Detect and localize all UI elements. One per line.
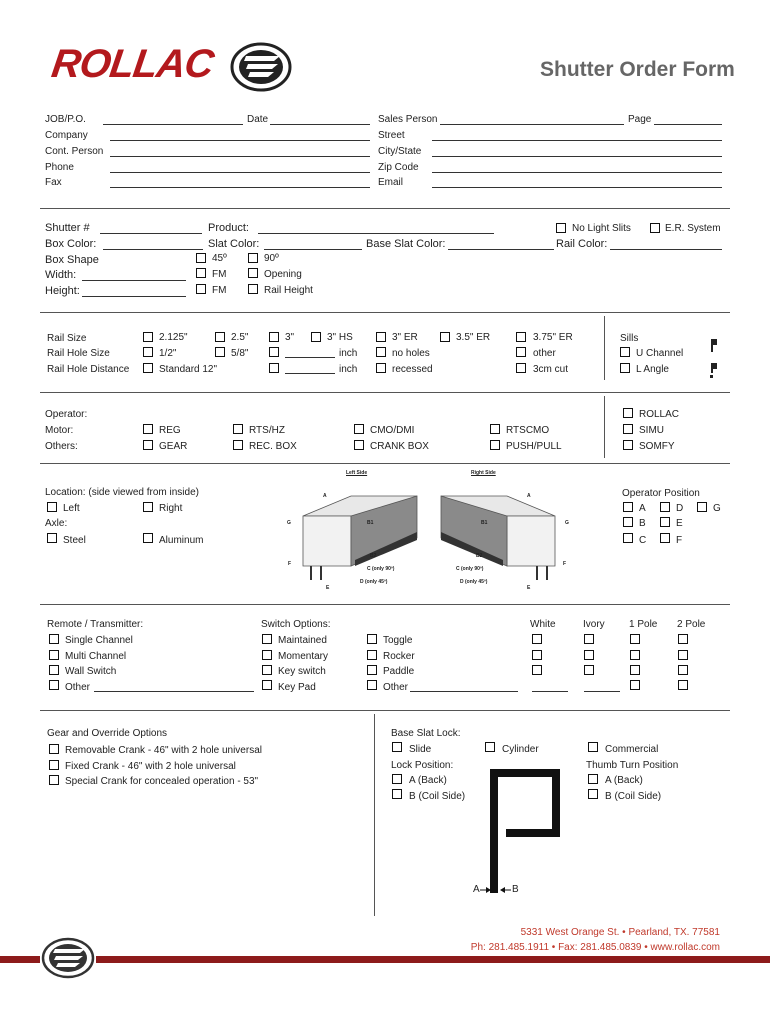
label-white: White <box>530 619 556 630</box>
keypad-checkbox[interactable] <box>262 680 272 690</box>
pole1-checkbox[interactable] <box>630 634 640 644</box>
pole2-checkbox[interactable] <box>678 665 688 675</box>
label-45: 45º <box>212 253 227 264</box>
diag-left-d: D (only 45º) <box>360 579 388 585</box>
label-lock-a: A <box>473 884 480 895</box>
street-field[interactable] <box>432 140 722 141</box>
label-langle: L Angle <box>636 364 669 375</box>
rail-3-checkbox[interactable] <box>269 332 279 342</box>
label-rollac: ROLLAC <box>639 409 680 420</box>
divider <box>374 714 375 916</box>
cmodmi-checkbox[interactable] <box>354 424 364 434</box>
fm-height-checkbox[interactable] <box>196 284 206 294</box>
remote-other-checkbox[interactable] <box>49 680 59 690</box>
opening-checkbox[interactable] <box>248 268 258 278</box>
rail-3er-checkbox[interactable] <box>376 332 386 342</box>
zip-field[interactable] <box>432 172 722 173</box>
label-job: JOB/P.O. <box>45 114 86 125</box>
thumb-bcoil-checkbox[interactable] <box>588 789 598 799</box>
label-product: Product: <box>208 222 249 234</box>
phone-field[interactable] <box>110 172 370 173</box>
steel-checkbox[interactable] <box>47 533 57 543</box>
label-opening: Opening <box>264 269 302 280</box>
label-remote-other: Other <box>65 682 91 693</box>
label-boxshape: Box Shape <box>45 254 99 266</box>
sales-field[interactable] <box>440 124 624 125</box>
hole-custom-checkbox[interactable] <box>269 347 279 357</box>
label-sills: Sills <box>620 333 639 344</box>
rocker-checkbox[interactable] <box>367 650 377 660</box>
rail-other-checkbox[interactable] <box>516 347 526 357</box>
maintained-checkbox[interactable] <box>262 634 272 644</box>
uchannel-checkbox[interactable] <box>620 347 630 357</box>
recbox-checkbox[interactable] <box>233 440 243 450</box>
label-3: 3" <box>285 332 295 343</box>
label-railholesize: Rail Hole Size <box>47 348 110 359</box>
multi-checkbox[interactable] <box>49 650 59 660</box>
label-baseslat: Base Slat Color: <box>366 238 446 250</box>
railheight-checkbox[interactable] <box>248 284 258 294</box>
diag-right-g: G <box>565 520 569 526</box>
label-fm2: FM <box>212 285 227 296</box>
diag-left-c: C (only 90º) <box>367 566 395 572</box>
pole1-checkbox[interactable] <box>630 650 640 660</box>
email-field[interactable] <box>432 187 722 188</box>
label-3cm: 3cm cut <box>533 364 569 375</box>
label-somfy: SOMFY <box>639 441 675 452</box>
label-remote: Remote / Transmitter: <box>47 619 144 630</box>
gear-o2-checkbox[interactable] <box>49 760 59 770</box>
brand-wordmark: ROLLAC <box>48 42 216 86</box>
label-pos-d: D <box>676 503 684 514</box>
right-side-diagram <box>433 480 573 590</box>
noholes-checkbox[interactable] <box>376 347 386 357</box>
label-baselock: Base Slat Lock: <box>391 728 461 739</box>
label-slatcolor: Slat Color: <box>208 238 260 250</box>
label-keyswitch: Key switch <box>278 666 326 677</box>
label-pushpull: PUSH/PULL <box>506 441 562 452</box>
deg45-checkbox[interactable] <box>196 253 206 263</box>
label-oppos: Operator Position <box>622 488 700 499</box>
label-street: Street <box>378 130 405 141</box>
label-steel: Steel <box>63 535 86 546</box>
rail-25-checkbox[interactable] <box>215 332 225 342</box>
white-checkbox[interactable] <box>532 650 542 660</box>
label-2pole: 2 Pole <box>677 619 706 630</box>
white-field[interactable] <box>532 691 568 692</box>
label-rtscmo: RTSCMO <box>506 425 550 436</box>
rollac-checkbox[interactable] <box>623 408 633 418</box>
label-2125: 2.125" <box>159 332 188 343</box>
label-35er: 3.5" ER <box>456 332 491 343</box>
label-recessed: recessed <box>392 364 433 375</box>
company-field[interactable] <box>110 140 370 141</box>
diag-left-f: F <box>288 561 292 567</box>
rtshz-checkbox[interactable] <box>233 424 243 434</box>
label-lock-bcoil: B (Coil Side) <box>409 791 466 802</box>
label-pos-a: A <box>639 503 646 514</box>
gear-o1-checkbox[interactable] <box>49 744 59 754</box>
label-other: other <box>533 348 556 359</box>
pos-f-checkbox[interactable] <box>660 533 670 543</box>
lock-aback-checkbox[interactable] <box>392 774 402 784</box>
rtscmo-checkbox[interactable] <box>490 424 500 434</box>
er-checkbox[interactable] <box>650 223 660 233</box>
slatcolor-field[interactable] <box>264 249 362 250</box>
langle-icon <box>709 362 719 380</box>
shutter-field[interactable] <box>100 233 202 234</box>
label-25: 2.5" <box>231 332 249 343</box>
divider <box>40 604 730 605</box>
label-railsize: Rail Size <box>47 333 87 344</box>
label-boxcolor: Box Color: <box>45 238 97 250</box>
label-reg: REG <box>159 425 181 436</box>
label-sales: Sales Person <box>378 114 438 125</box>
rollac-logo-icon <box>40 936 96 980</box>
diag-left-a: A <box>323 493 327 499</box>
label-company: Company <box>45 130 88 141</box>
cylinder-checkbox[interactable] <box>485 742 495 752</box>
label-cont: Cont. Person <box>45 146 104 157</box>
gear-o3-checkbox[interactable] <box>49 775 59 785</box>
lock-position-diagram <box>482 765 572 895</box>
ivory-field[interactable] <box>584 691 620 692</box>
rail-375er-checkbox[interactable] <box>516 332 526 342</box>
label-cmodmi: CMO/DMI <box>370 425 415 436</box>
label-3hs: 3" HS <box>327 332 353 343</box>
job-field[interactable] <box>103 124 243 125</box>
gear-checkbox[interactable] <box>143 440 153 450</box>
nolight-checkbox[interactable] <box>556 223 566 233</box>
cut3cm-checkbox[interactable] <box>516 363 526 373</box>
label-1pole: 1 Pole <box>629 619 658 630</box>
ivory-checkbox[interactable] <box>584 665 594 675</box>
divider <box>40 208 730 209</box>
label-phone: Phone <box>45 162 74 173</box>
paddle-checkbox[interactable] <box>367 665 377 675</box>
divider <box>40 710 730 711</box>
width-field[interactable] <box>82 280 186 281</box>
diag-right-b2: B2 <box>476 553 483 559</box>
label-375er: 3.75" ER <box>533 332 573 343</box>
label-wall: Wall Switch <box>65 666 117 677</box>
label-right: Right <box>159 503 183 514</box>
pole1-checkbox[interactable] <box>630 665 640 675</box>
label-shutter: Shutter # <box>45 222 90 234</box>
toggle-checkbox[interactable] <box>367 634 377 644</box>
slide-checkbox[interactable] <box>392 742 402 752</box>
diag-right-c: C (only 90º) <box>456 566 484 572</box>
label-date: Date <box>247 114 269 125</box>
label-simu: SIMU <box>639 425 664 436</box>
rail-35er-checkbox[interactable] <box>440 332 450 342</box>
commercial-checkbox[interactable] <box>588 742 598 752</box>
label-keypad: Key Pad <box>278 682 316 693</box>
pos-e-checkbox[interactable] <box>660 517 670 527</box>
pos-g-checkbox[interactable] <box>697 502 707 512</box>
label-lockpos: Lock Position: <box>391 760 454 771</box>
label-others: Others: <box>45 441 78 452</box>
diag-left-b2: B2 <box>370 553 377 559</box>
label-gear-title: Gear and Override Options <box>47 728 168 739</box>
divider <box>40 312 730 313</box>
footer-logo <box>40 936 96 980</box>
label-zip: Zip Code <box>378 162 419 173</box>
label-ivory: Ivory <box>583 619 605 630</box>
momentary-checkbox[interactable] <box>262 650 272 660</box>
label-lock-b: B <box>512 884 519 895</box>
label-half: 1/2" <box>159 348 177 359</box>
divider <box>604 396 605 458</box>
pos-d-checkbox[interactable] <box>660 502 670 512</box>
railcolor-field[interactable] <box>610 249 722 250</box>
page-field[interactable] <box>654 124 722 125</box>
label-recbox: REC. BOX <box>249 441 297 452</box>
diag-right-d: D (only 45º) <box>460 579 488 585</box>
pos-a-checkbox[interactable] <box>623 502 633 512</box>
rail-2125-checkbox[interactable] <box>143 332 153 342</box>
diag-right-a: A <box>527 493 531 499</box>
recessed-checkbox[interactable] <box>376 363 386 373</box>
label-pos-e: E <box>676 518 683 529</box>
label-maintained: Maintained <box>278 635 327 646</box>
right-checkbox[interactable] <box>143 502 153 512</box>
reg-checkbox[interactable] <box>143 424 153 434</box>
label-leftside: Left Side <box>346 470 368 476</box>
page-title: Shutter Order Form <box>540 58 735 81</box>
left-checkbox[interactable] <box>47 502 57 512</box>
date-field[interactable] <box>270 124 370 125</box>
cont-field[interactable] <box>110 156 370 157</box>
label-email: Email <box>378 177 404 188</box>
label-single: Single Channel <box>65 635 133 646</box>
diag-right-e: E <box>527 585 531 591</box>
label-rightside: Right Side <box>471 470 496 476</box>
pole1-checkbox[interactable] <box>630 680 640 690</box>
hole-custom-field[interactable] <box>285 357 335 358</box>
footer-address: 5331 West Orange St. • Pearland, TX. 77581 <box>520 927 720 938</box>
label-er: E.R. System <box>665 223 721 234</box>
label-multi: Multi Channel <box>65 651 127 662</box>
label-std12: Standard 12" <box>159 364 218 375</box>
diag-left-e: E <box>326 585 330 591</box>
label-railcolor: Rail Color: <box>556 238 608 250</box>
diag-right-b1: B1 <box>481 520 488 526</box>
label-thumb-aback: A (Back) <box>605 775 643 786</box>
deg90-checkbox[interactable] <box>248 253 258 263</box>
somfy-checkbox[interactable] <box>623 440 633 450</box>
diag-left-b1: B1 <box>367 520 374 526</box>
keyswitch-checkbox[interactable] <box>262 665 272 675</box>
label-fax: Fax <box>45 177 62 188</box>
label-lock-aback: A (Back) <box>409 775 447 786</box>
label-railheight: Rail Height <box>264 285 313 296</box>
fax-field[interactable] <box>110 187 370 188</box>
label-cylinder: Cylinder <box>502 744 539 755</box>
label-operator: Operator: <box>45 409 88 420</box>
footer-bar <box>0 956 770 963</box>
uchannel-icon <box>709 338 719 354</box>
label-thumb-bcoil: B (Coil Side) <box>605 791 662 802</box>
label-uchannel: U Channel <box>636 348 684 359</box>
label-height: Height: <box>45 285 80 297</box>
label-pos-g: G <box>713 503 721 514</box>
label-switch-other: Other <box>383 682 409 693</box>
divider <box>40 392 730 393</box>
divider <box>40 463 730 464</box>
label-railholedist: Rail Hole Distance <box>47 364 130 375</box>
arrow-left-icon <box>499 886 511 894</box>
rollac-logo-icon <box>230 42 292 92</box>
baseslat-field[interactable] <box>448 249 554 250</box>
label-axle: Axle: <box>45 518 68 529</box>
label-gear-o2: Fixed Crank - 46" with 2 hole universal <box>65 761 236 772</box>
label-gear: GEAR <box>159 441 188 452</box>
pole2-checkbox[interactable] <box>678 680 688 690</box>
label-pos-b: B <box>639 518 646 529</box>
dist-custom-checkbox[interactable] <box>269 363 279 373</box>
label-noholes: no holes <box>392 348 430 359</box>
pos-b-checkbox[interactable] <box>623 517 633 527</box>
label-rtshz: RTS/HZ <box>249 425 285 436</box>
label-aluminum: Aluminum <box>159 535 204 546</box>
pole2-checkbox[interactable] <box>678 634 688 644</box>
label-fm1: FM <box>212 269 227 280</box>
hole-58-checkbox[interactable] <box>215 347 225 357</box>
switch-other-field[interactable] <box>410 691 518 692</box>
product-field[interactable] <box>258 233 494 234</box>
dist-custom-field[interactable] <box>285 373 335 374</box>
label-thumb: Thumb Turn Position <box>586 760 679 771</box>
label-page: Page <box>628 114 652 125</box>
arrow-right-icon <box>480 886 492 894</box>
ivory-checkbox[interactable] <box>584 650 594 660</box>
diag-right-f: F <box>563 561 567 567</box>
white-checkbox[interactable] <box>532 634 542 644</box>
diag-left-g: G <box>287 520 291 526</box>
left-side-diagram <box>285 480 425 590</box>
label-pos-c: C <box>639 535 647 546</box>
boxcolor-field[interactable] <box>103 249 203 250</box>
label-nolight: No Light Slits <box>572 223 631 234</box>
label-location: Location: (side viewed from inside) <box>45 487 199 498</box>
label-momentary: Momentary <box>278 651 329 662</box>
label-inch2: inch <box>339 364 358 375</box>
single-checkbox[interactable] <box>49 634 59 644</box>
label-width: Width: <box>45 269 77 281</box>
ivory-checkbox[interactable] <box>584 634 594 644</box>
hole-half-checkbox[interactable] <box>143 347 153 357</box>
aluminum-checkbox[interactable] <box>143 533 153 543</box>
label-toggle: Toggle <box>383 635 413 646</box>
footer-phones: Ph: 281.485.1911 • Fax: 281.485.0839 • www.rollac.com <box>470 942 720 953</box>
remote-other-field[interactable] <box>94 691 254 692</box>
label-paddle: Paddle <box>383 666 415 677</box>
pole2-checkbox[interactable] <box>678 650 688 660</box>
label-motor: Motor: <box>45 425 74 436</box>
label-gear-o1: Removable Crank - 46" with 2 hole universal <box>65 745 262 756</box>
langle-checkbox[interactable] <box>620 363 630 373</box>
label-commercial: Commercial <box>605 744 659 755</box>
crankbox-checkbox[interactable] <box>354 440 364 450</box>
pushpull-checkbox[interactable] <box>490 440 500 450</box>
header-logo <box>48 42 297 92</box>
label-inch1: inch <box>339 348 358 359</box>
label-pos-f: F <box>676 535 683 546</box>
label-3er: 3" ER <box>392 332 418 343</box>
wall-checkbox[interactable] <box>49 665 59 675</box>
switch-other-checkbox[interactable] <box>367 680 377 690</box>
label-58: 5/8" <box>231 348 249 359</box>
std12-checkbox[interactable] <box>143 363 153 373</box>
fm-width-checkbox[interactable] <box>196 268 206 278</box>
height-field[interactable] <box>82 296 186 297</box>
white-checkbox[interactable] <box>532 665 542 675</box>
divider <box>604 316 605 380</box>
pos-c-checkbox[interactable] <box>623 533 633 543</box>
label-city: City/State <box>378 146 422 157</box>
label-slide: Slide <box>409 744 432 755</box>
label-rocker: Rocker <box>383 651 415 662</box>
thumb-aback-checkbox[interactable] <box>588 774 598 784</box>
label-90: 90º <box>264 253 279 264</box>
simu-checkbox[interactable] <box>623 424 633 434</box>
label-switch: Switch Options: <box>261 619 331 630</box>
rail-3hs-checkbox[interactable] <box>311 332 321 342</box>
lock-bcoil-checkbox[interactable] <box>392 789 402 799</box>
label-gear-o3: Special Crank for concealed operation - 53" <box>65 776 259 787</box>
label-left: Left <box>63 503 80 514</box>
city-field[interactable] <box>432 156 722 157</box>
label-crankbox: CRANK BOX <box>370 441 429 452</box>
